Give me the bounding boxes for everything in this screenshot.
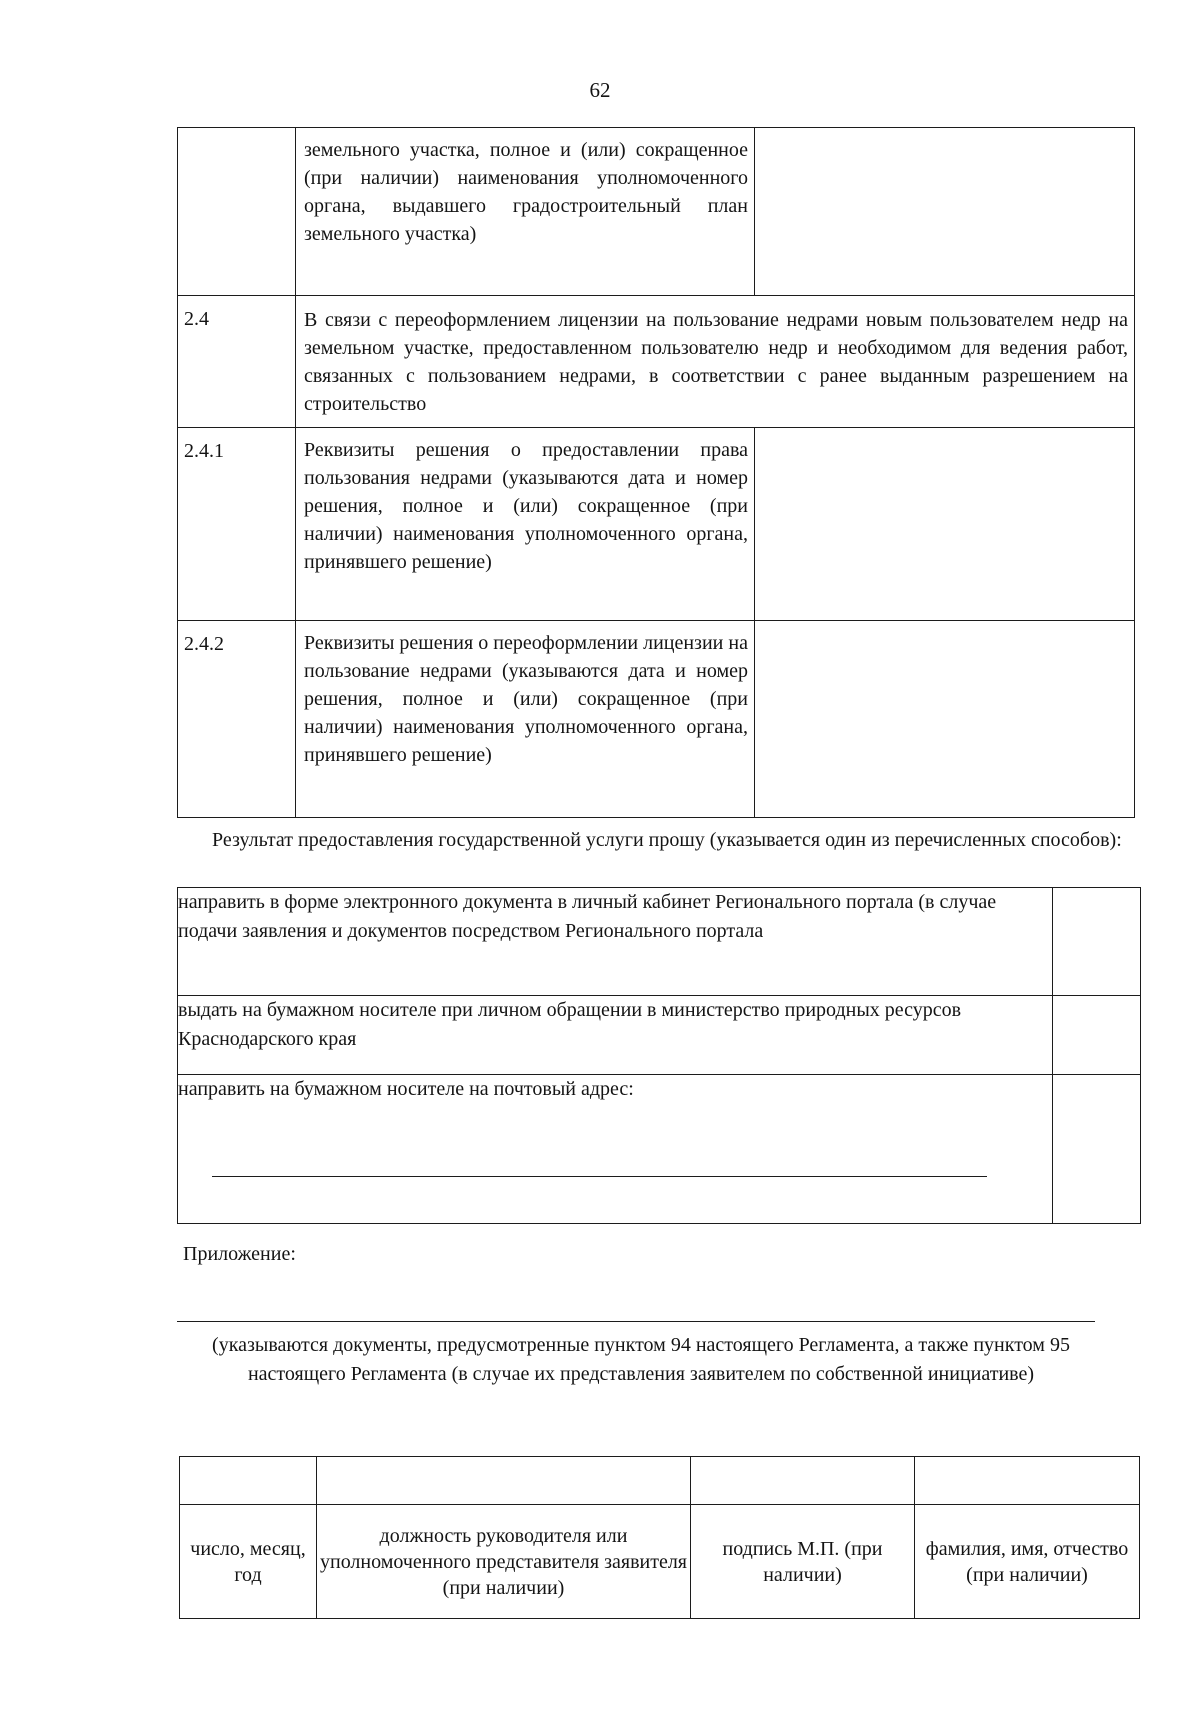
- signature-input-row: [180, 1457, 1140, 1505]
- value-cell[interactable]: [755, 128, 1135, 296]
- result-option-row: [178, 1075, 1141, 1224]
- annex-note: (указываются документы, предусмотренные пунктом 94 настоящего Регламента, а также пунктом 95 настоящего Регламента (в случае их представления заявителем по собственной инициативе): [212, 1334, 1070, 1385]
- row-text: Реквизиты решения о переоформлении лицензии на пользование недрами (указываются дата и номер решения, полное и (или) сокращенное (при наличии) наименования уполномоченного органа, принявшего решение): [296, 621, 755, 818]
- annex-line[interactable]: [177, 1321, 1095, 1322]
- row-number: 2.4.1: [178, 428, 296, 621]
- result-option-checkbox[interactable]: [1053, 1075, 1141, 1224]
- value-cell[interactable]: [755, 621, 1135, 818]
- table-row: [178, 428, 1135, 621]
- table-row: [178, 296, 1135, 428]
- result-option-text: направить в форме электронного документа в личный кабинет Регионального портала (в случае подачи заявления и документов посредством Регионального портала: [178, 888, 1053, 996]
- signature-header-full-name: фамилия, имя, отчество (при наличии): [915, 1505, 1140, 1619]
- row-text: Реквизиты решения о предоставлении права пользования недрами (указываются дата и номер решения, полное и (или) сокращенное (при наличии) наименования уполномоченного органа, принявшего решение): [296, 428, 755, 621]
- result-option-row: [178, 888, 1141, 996]
- row-number: 2.4: [178, 296, 296, 428]
- postal-address-line[interactable]: [212, 1176, 987, 1177]
- position-field[interactable]: [317, 1457, 691, 1505]
- result-option-text: [178, 1075, 1053, 1224]
- result-option-checkbox[interactable]: [1053, 888, 1141, 996]
- result-intro: Результат предоставления государственной услуги прошу (указывается один из перечисленных способов):: [212, 829, 1122, 851]
- page-number: 62: [589, 78, 611, 102]
- result-option-text: выдать на бумажном носителе при личном обращении в министерство природных ресурсов Краснодарского края: [178, 996, 1053, 1075]
- signature-header-signature: подпись М.П. (при наличии): [691, 1505, 915, 1619]
- result-options-table: [177, 887, 1140, 1224]
- signature-header-date: число, месяц, год: [180, 1505, 317, 1619]
- row-text: земельного участка, полное и (или) сокращенное (при наличии) наименования уполномоченного органа, выдавшего градостроительный план земельного участка): [296, 128, 755, 296]
- signature-table: [179, 1456, 1139, 1619]
- result-option-checkbox[interactable]: [1053, 996, 1141, 1075]
- signature-header-position: должность руководителя или уполномоченного представителя заявителя (при наличии): [317, 1505, 691, 1619]
- result-option-label: направить на бумажном носителе на почтовый адрес:: [178, 1078, 634, 1100]
- annex-label: Приложение:: [183, 1243, 296, 1265]
- table-row: [178, 621, 1135, 818]
- signature-field[interactable]: [691, 1457, 915, 1505]
- date-field[interactable]: [180, 1457, 317, 1505]
- row-number: [178, 128, 296, 296]
- value-cell[interactable]: [755, 428, 1135, 621]
- result-option-row: [178, 996, 1141, 1075]
- full-name-field[interactable]: [915, 1457, 1140, 1505]
- row-number: 2.4.2: [178, 621, 296, 818]
- requisites-table: [177, 127, 1134, 818]
- signature-header-row: [180, 1505, 1140, 1619]
- table-row: [178, 128, 1135, 296]
- row-text: В связи с переоформлением лицензии на пользование недрами новым пользователем недр на земельном участке, предоставленном пользователю недр и необходимом для ведения работ, связанных с пользованием недрами, в соответствии с ранее выданным разрешением на строительство: [296, 296, 1135, 428]
